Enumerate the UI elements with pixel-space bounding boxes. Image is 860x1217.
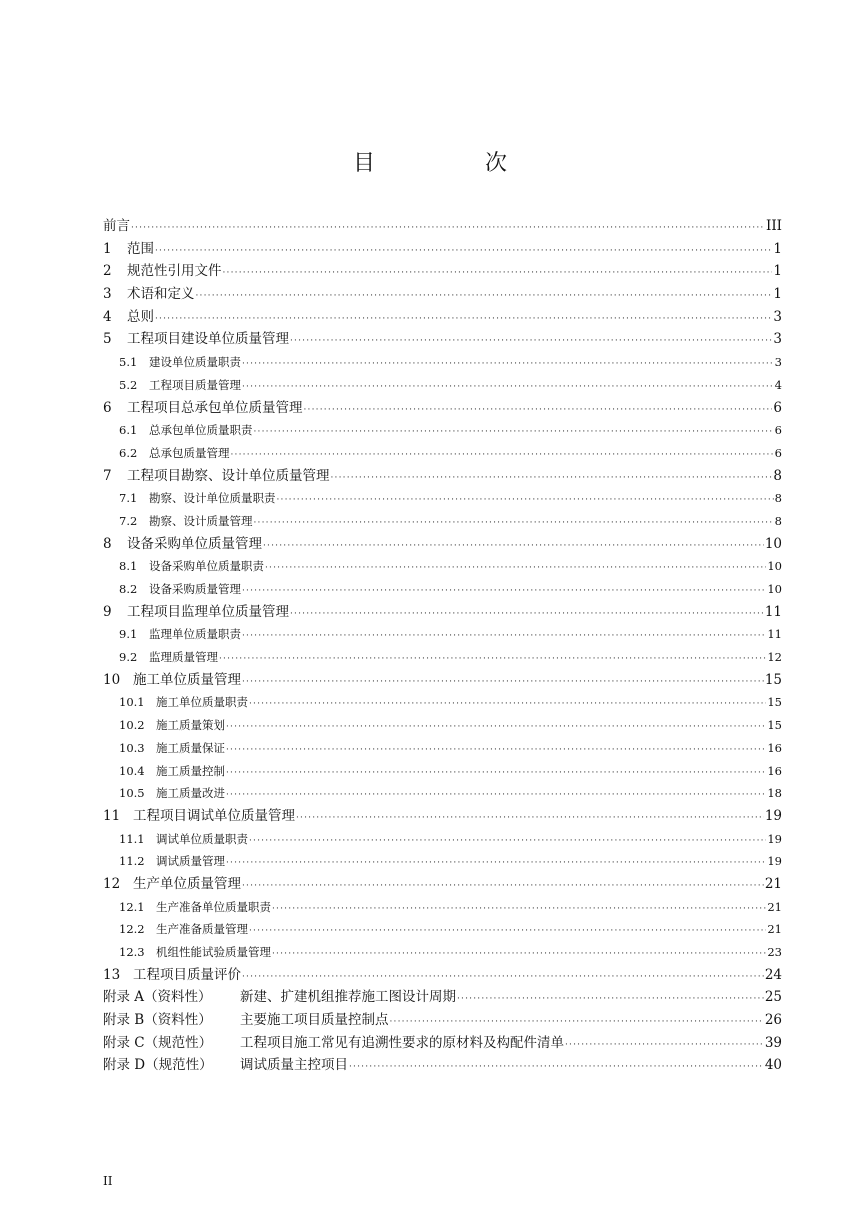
toc-entry[interactable]: [103, 238, 782, 261]
toc-entry-number: 附录 C（规范性）: [103, 1034, 213, 1051]
toc-entry[interactable]: [103, 328, 782, 351]
toc-entry[interactable]: [103, 782, 782, 805]
toc-entry-number: 7.2: [119, 513, 138, 528]
dot-leader: [231, 444, 774, 467]
toc-entry[interactable]: [103, 374, 782, 397]
toc-entry-number: 10.2: [119, 718, 145, 733]
toc-entry-title: 设备采购单位质量管理: [127, 535, 262, 552]
toc-entry-title: 监理单位质量职责: [149, 627, 241, 642]
toc-entry-page: 11: [764, 603, 782, 620]
dot-leader: [249, 693, 766, 716]
toc-entry-title: 监理质量管理: [149, 650, 218, 665]
toc-entry-page: 12: [767, 650, 782, 665]
toc-entry[interactable]: [103, 896, 782, 919]
toc-entry-page: 21: [764, 875, 782, 892]
toc-entry-title: 勘察、设计单位质量职责: [149, 491, 276, 506]
toc-entry[interactable]: [103, 828, 782, 851]
toc-entry[interactable]: [103, 918, 782, 941]
toc-entry-title: 主要施工项目质量控制点: [240, 1012, 389, 1029]
toc-entry[interactable]: [103, 1032, 782, 1055]
toc-entry-page: 10: [764, 535, 782, 552]
toc-entry-page: 39: [764, 1034, 782, 1051]
dot-leader: [277, 489, 774, 512]
dot-leader: [331, 467, 773, 490]
toc-entry-title: 规范性引用文件: [127, 263, 222, 280]
dot-leader: [249, 920, 766, 943]
toc-entry-title: 生产准备单位质量职责: [156, 899, 271, 914]
toc-entry-number: 2: [103, 263, 112, 280]
toc-entry[interactable]: [103, 986, 782, 1009]
toc-entry-page: 21: [767, 922, 782, 937]
toc-entry-page: 25: [764, 989, 782, 1006]
toc-entry[interactable]: [103, 306, 782, 329]
toc-entry[interactable]: [103, 465, 782, 488]
toc-entry-page: 15: [767, 718, 782, 733]
table-of-contents: [103, 215, 782, 1077]
dot-leader: [226, 784, 766, 807]
dot-leader: [242, 875, 764, 898]
dot-leader: [265, 557, 766, 580]
toc-entry[interactable]: [103, 601, 782, 624]
toc-entry-number: 11.2: [119, 854, 145, 869]
page-number: II: [103, 1174, 113, 1188]
toc-entry-title: 调试单位质量职责: [156, 831, 248, 846]
toc-entry-title: 新建、扩建机组推荐施工图设计周期: [240, 989, 456, 1006]
toc-entry-number: 3: [103, 286, 112, 303]
dot-leader: [226, 716, 766, 739]
toc-entry-number: 9.1: [119, 627, 138, 642]
toc-entry-page: 8: [773, 467, 782, 484]
toc-entry-number: 9.2: [119, 650, 138, 665]
toc-entry-page: 40: [764, 1057, 782, 1074]
toc-entry[interactable]: [103, 669, 782, 692]
dot-leader: [457, 988, 764, 1011]
toc-entry-title: 施工质量策划: [156, 718, 225, 733]
toc-entry[interactable]: [103, 737, 782, 760]
toc-entry-title: 总承包单位质量职责: [149, 423, 253, 438]
toc-entry[interactable]: [103, 850, 782, 873]
dot-leader: [263, 535, 764, 558]
toc-entry-page: 26: [764, 1012, 782, 1029]
toc-entry-page: 15: [764, 671, 782, 688]
dot-leader: [226, 852, 766, 875]
toc-entry-number: 9: [103, 603, 112, 620]
toc-entry-page: 19: [764, 807, 782, 824]
toc-entry-page: 4: [774, 377, 782, 392]
toc-entry-page: 19: [767, 854, 782, 869]
toc-entry-number: 10.5: [119, 786, 145, 801]
dot-leader: [131, 217, 765, 240]
toc-entry-number: 8: [103, 535, 112, 552]
toc-entry[interactable]: [103, 487, 782, 510]
toc-entry-page: 10: [767, 559, 782, 574]
dot-leader: [155, 240, 772, 263]
toc-entry[interactable]: [103, 283, 782, 306]
toc-entry-page: 10: [767, 582, 782, 596]
toc-entry-number: 11: [103, 807, 121, 824]
dot-leader: [304, 399, 773, 422]
toc-entry-number: 5.1: [119, 355, 138, 370]
toc-entry-number: 8.1: [119, 559, 138, 574]
toc-entry-title: 调试质量管理: [156, 854, 225, 869]
toc-entry-page: III: [766, 218, 782, 234]
dot-leader: [242, 580, 766, 603]
toc-entry-title: 施工单位质量职责: [156, 695, 248, 710]
toc-entry-page: 6: [774, 445, 782, 460]
toc-entry[interactable]: [103, 760, 782, 783]
toc-entry-number: 10.1: [119, 695, 145, 710]
toc-entry-number: 13: [103, 966, 121, 983]
toc-entry-title: 施工单位质量管理: [133, 671, 241, 688]
dot-leader: [226, 762, 766, 785]
dot-leader: [565, 1034, 764, 1057]
toc-entry-page: 18: [767, 786, 782, 801]
toc-entry-number: 5.2: [119, 377, 138, 392]
toc-entry-number: 6: [103, 399, 112, 416]
toc-entry-number: 6.2: [119, 445, 138, 460]
dot-leader: [219, 648, 766, 671]
page-title: 目 次: [352, 151, 551, 176]
toc-entry-number: 12.3: [119, 945, 145, 959]
toc-entry-number: 12.1: [119, 899, 145, 914]
toc-entry-title: 调试质量主控项目: [240, 1057, 348, 1074]
dot-leader: [242, 353, 774, 376]
toc-entry-page: 16: [767, 763, 782, 778]
toc-entry[interactable]: [103, 964, 782, 987]
toc-entry-page: 21: [767, 899, 782, 914]
toc-entry-title: 术语和定义: [127, 286, 195, 303]
toc-entry-title: 勘察、设计质量管理: [149, 513, 253, 528]
toc-entry[interactable]: [103, 260, 782, 283]
toc-entry[interactable]: [103, 351, 782, 374]
toc-entry-number: 6.1: [119, 423, 138, 438]
toc-entry-title: 工程项目施工常见有追溯性要求的原材料及构配件清单: [240, 1034, 564, 1051]
toc-entry[interactable]: [103, 873, 782, 896]
dot-leader: [290, 330, 772, 353]
toc-entry-number: 8.2: [119, 582, 138, 596]
toc-entry[interactable]: [103, 442, 782, 465]
toc-entry-title: 设备采购单位质量职责: [149, 559, 264, 574]
toc-entry-number: 11.1: [119, 831, 145, 846]
toc-entry-number: 7: [103, 467, 112, 484]
toc-entry-title: 工程项目质量评价: [133, 966, 241, 983]
toc-entry[interactable]: [103, 397, 782, 420]
toc-entry-page: 1: [773, 240, 782, 257]
dot-leader: [242, 376, 774, 399]
toc-entry-page: 1: [773, 263, 782, 280]
dot-leader: [226, 739, 766, 762]
toc-entry[interactable]: [103, 578, 782, 601]
toc-entry-number: 12: [103, 875, 121, 892]
toc-entry-number: 附录 D（规范性）: [103, 1057, 213, 1074]
dot-leader: [272, 943, 766, 966]
dot-leader: [296, 807, 764, 830]
dot-leader: [254, 512, 774, 535]
toc-entry[interactable]: [103, 1054, 782, 1077]
toc-entry-title: 机组性能试验质量管理: [156, 945, 271, 959]
toc-entry-page: 8: [774, 513, 782, 528]
toc-entry-title: 总承包质量管理: [149, 445, 230, 460]
toc-entry-title: 施工质量保证: [156, 740, 225, 755]
toc-entry-title: 工程项目总承包单位质量管理: [127, 399, 303, 416]
toc-entry-title: 生产单位质量管理: [133, 875, 241, 892]
toc-entry-title: 总则: [127, 308, 154, 325]
toc-entry[interactable]: [103, 419, 782, 442]
toc-entry-page: 6: [773, 399, 782, 416]
toc-entry-page: 16: [767, 740, 782, 755]
toc-entry-title: 生产准备质量管理: [156, 922, 248, 937]
toc-entry-title: 范围: [127, 240, 154, 257]
toc-entry-page: 6: [774, 423, 782, 438]
toc-entry-number: 5: [103, 331, 112, 348]
toc-entry-title: 工程项目监理单位质量管理: [127, 603, 289, 620]
toc-entry-title: 工程项目勘察、设计单位质量管理: [127, 467, 330, 484]
toc-entry-title: 工程项目建设单位质量管理: [127, 331, 289, 348]
dot-leader: [272, 898, 766, 921]
toc-entry-page: 3: [773, 331, 782, 348]
toc-entry-title: 施工质量控制: [156, 763, 225, 778]
toc-entry-page: 15: [767, 695, 782, 710]
dot-leader: [349, 1056, 764, 1079]
toc-entry[interactable]: [103, 510, 782, 533]
toc-entry-title: 工程项目调试单位质量管理: [133, 807, 295, 824]
dot-leader: [249, 830, 766, 853]
toc-entry-page: 8: [774, 491, 782, 506]
dot-leader: [223, 262, 773, 285]
toc-entry-number: 附录 B（资料性）: [103, 1012, 212, 1029]
toc-entry[interactable]: [103, 805, 782, 828]
dot-leader: [242, 966, 764, 989]
toc-entry-page: 24: [764, 966, 782, 983]
toc-entry-title: 工程项目质量管理: [149, 377, 241, 392]
toc-entry[interactable]: [103, 215, 782, 238]
toc-entry-page: 3: [773, 308, 782, 325]
toc-entry-number: 附录 A（资料性）: [103, 989, 212, 1006]
toc-entry-page: 23: [767, 945, 782, 959]
toc-entry[interactable]: [103, 1009, 782, 1032]
toc-entry[interactable]: [103, 555, 782, 578]
toc-entry[interactable]: [103, 714, 782, 737]
dot-leader: [290, 603, 764, 626]
toc-entry[interactable]: [103, 646, 782, 669]
toc-entry-number: 4: [103, 308, 112, 325]
toc-entry[interactable]: [103, 533, 782, 556]
toc-entry-title: 前言: [103, 218, 130, 234]
dot-leader: [242, 671, 764, 694]
toc-entry-page: 3: [774, 355, 782, 370]
toc-entry[interactable]: [103, 941, 782, 964]
toc-entry-page: 19: [767, 831, 782, 846]
toc-entry-number: 10.4: [119, 763, 145, 778]
toc-entry[interactable]: [103, 691, 782, 714]
dot-leader: [155, 308, 772, 331]
toc-entry-title: 施工质量改进: [156, 786, 225, 801]
toc-entry[interactable]: [103, 623, 782, 646]
toc-entry-number: 10.3: [119, 740, 145, 755]
toc-entry-number: 10: [103, 671, 121, 688]
dot-leader: [196, 285, 773, 308]
toc-entry-page: 1: [773, 286, 782, 303]
toc-entry-title: 设备采购质量管理: [149, 582, 241, 596]
toc-entry-page: 11: [767, 627, 782, 642]
toc-entry-title: 建设单位质量职责: [149, 355, 241, 370]
dot-leader: [242, 625, 766, 648]
toc-entry-number: 12.2: [119, 922, 145, 937]
toc-entry-number: 7.1: [119, 491, 138, 506]
dot-leader: [390, 1011, 764, 1034]
dot-leader: [254, 421, 774, 444]
toc-entry-number: 1: [103, 240, 112, 257]
